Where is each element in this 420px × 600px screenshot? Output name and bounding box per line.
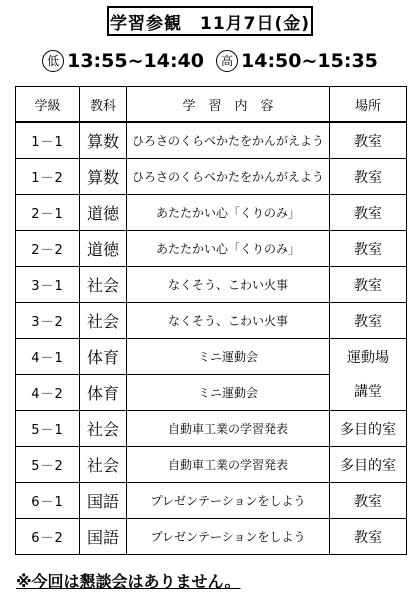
class-cell: 3－1 <box>16 267 80 303</box>
schedule-table <box>15 86 407 555</box>
class-cell: 4－2 <box>16 375 80 411</box>
class-cell: 6－1 <box>16 483 80 519</box>
upper-grade-time: 14:50~15:35 <box>241 50 378 72</box>
content-cell: なくそう、こわい火事 <box>127 303 330 339</box>
table-row <box>16 339 407 375</box>
place-cell: 多目的室 <box>330 447 407 483</box>
place-cell: 教室 <box>330 231 407 267</box>
table-row <box>16 159 407 195</box>
class-cell: 2－2 <box>16 231 80 267</box>
subject-cell: 国語 <box>80 519 127 555</box>
table-row <box>16 231 407 267</box>
class-cell: 5－2 <box>16 447 80 483</box>
subject-cell: 体育 <box>80 375 127 411</box>
content-cell: あたたかい心「くりのみ」 <box>127 195 330 231</box>
content-cell: 自動車工業の学習発表 <box>127 447 330 483</box>
lower-grade-marker-icon: 低 <box>42 50 64 72</box>
subject-cell: 国語 <box>80 483 127 519</box>
grade4-place-cell <box>330 339 407 411</box>
table-row <box>16 519 407 555</box>
place-cell: 教室 <box>330 483 407 519</box>
place-cell: 教室 <box>330 159 407 195</box>
grade4-place-line-1: 運動場 <box>347 349 389 366</box>
subject-cell: 社会 <box>80 411 127 447</box>
subject-cell: 社会 <box>80 267 127 303</box>
grade4-place-line-2: 講堂 <box>354 383 382 400</box>
table-row <box>16 303 407 339</box>
content-cell: ひろさのくらべかたをかんがえよう <box>127 159 330 195</box>
table-row <box>16 483 407 519</box>
page-title: 学習参観 11月7日(金) <box>107 6 313 36</box>
content-cell: プレゼンテーションをしよう <box>127 519 330 555</box>
header-place: 場所 <box>330 87 407 123</box>
table-row <box>16 411 407 447</box>
place-cell: 教室 <box>330 195 407 231</box>
class-cell: 4－1 <box>16 339 80 375</box>
header-content: 学 習 内 容 <box>127 87 330 123</box>
content-cell: ミニ運動会 <box>127 375 330 411</box>
lower-grade-time: 13:55~14:40 <box>67 50 204 72</box>
content-cell: ミニ運動会 <box>127 339 330 375</box>
class-cell: 3－2 <box>16 303 80 339</box>
content-cell: あたたかい心「くりのみ」 <box>127 231 330 267</box>
notice-text: ※今回は懇談会はありません。 <box>16 572 241 591</box>
content-cell: ひろさのくらべかたをかんがえよう <box>127 122 330 159</box>
header-subject: 教科 <box>80 87 127 123</box>
table-row <box>16 122 407 159</box>
class-cell: 5－1 <box>16 411 80 447</box>
subject-cell: 社会 <box>80 447 127 483</box>
subject-cell: 算数 <box>80 122 127 159</box>
upper-grade-marker-icon: 高 <box>216 50 238 72</box>
content-cell: 自動車工業の学習発表 <box>127 411 330 447</box>
content-cell: プレゼンテーションをしよう <box>127 483 330 519</box>
place-cell: 教室 <box>330 519 407 555</box>
place-cell: 教室 <box>330 122 407 159</box>
place-cell: 教室 <box>330 267 407 303</box>
table-row <box>16 195 407 231</box>
header-class: 学級 <box>16 87 80 123</box>
table-row <box>16 447 407 483</box>
class-cell: 6－2 <box>16 519 80 555</box>
class-cell: 1－1 <box>16 122 80 159</box>
subject-cell: 道徳 <box>80 195 127 231</box>
subject-cell: 社会 <box>80 303 127 339</box>
table-row <box>16 267 407 303</box>
place-cell: 教室 <box>330 303 407 339</box>
subject-cell: 道徳 <box>80 231 127 267</box>
class-cell: 2－1 <box>16 195 80 231</box>
session-times <box>20 44 400 78</box>
subject-cell: 算数 <box>80 159 127 195</box>
header-row <box>16 87 407 123</box>
place-cell: 多目的室 <box>330 411 407 447</box>
subject-cell: 体育 <box>80 339 127 375</box>
class-cell: 1－2 <box>16 159 80 195</box>
content-cell: なくそう、こわい火事 <box>127 267 330 303</box>
